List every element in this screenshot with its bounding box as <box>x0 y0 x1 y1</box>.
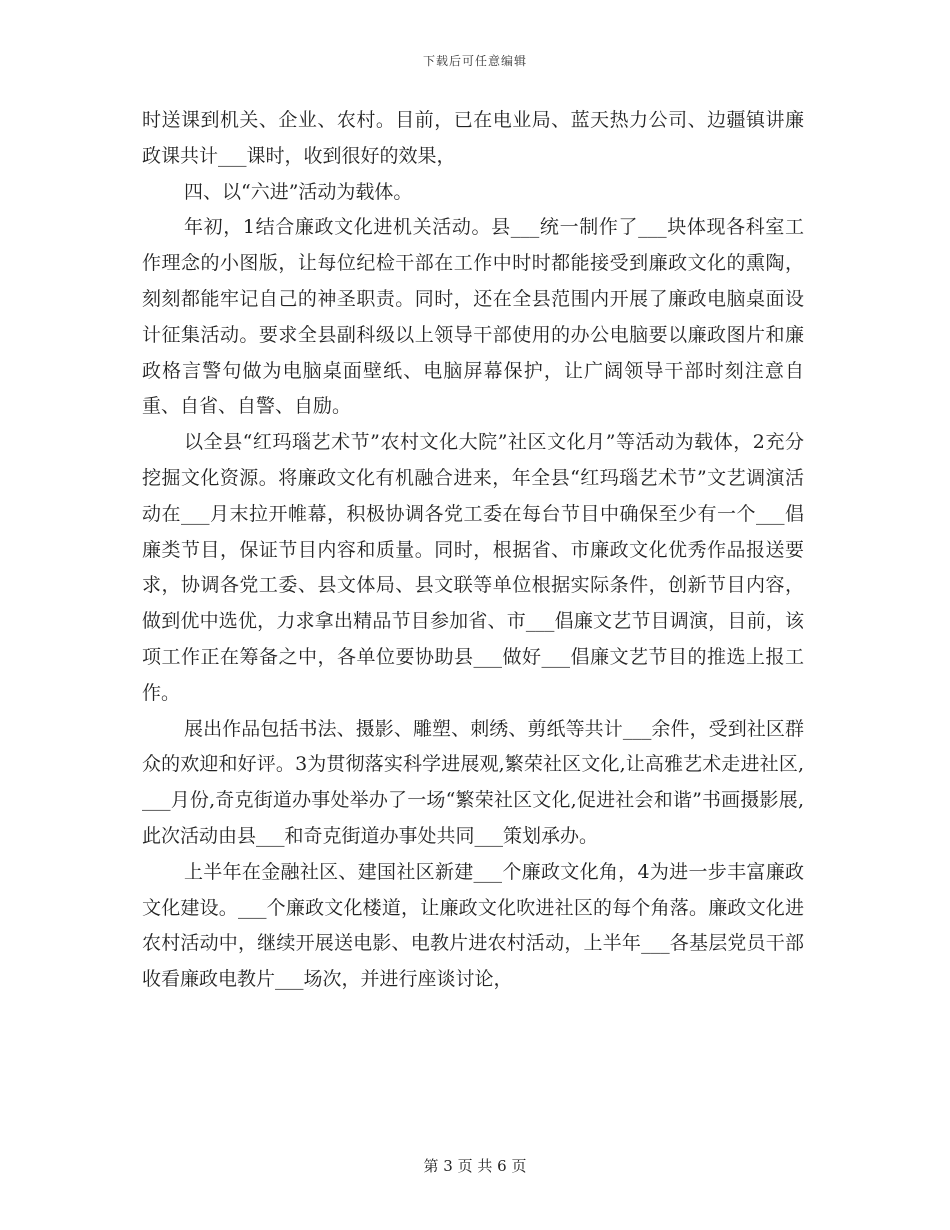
paragraph-5: 展出作品包括书法、摄影、雕塑、刺绣、剪纸等共计___余件，受到社区群众的欢迎和好评。3为贯彻落实科学进展观,繁荣社区文化,让高雅艺术走进社区,___月份,奇克街道办事处举办了一场“繁荣社区文化,促进社会和谐”书画摄影展,此次活动由县___和奇克街道办事处共同___策划承办。 <box>142 717 804 847</box>
paragraph-4: 以全县“红玛瑙艺术节”农村文化大院”社区文化月”等活动为载体，2充分挖掘文化资源。将廉政文化有机融合进来，年全县“红玛瑙艺术节”文艺调演活动在___月末拉开帷幕，积极协调各党工委在每台节目中确保至少有一个___倡廉类节目，保证节目内容和质量。同时，根据省、市廉政文化优秀作品报送要求，协调各党工委、县文体局、县文联等单位根据实际条件，创新节目内容，做到优中选优，力求拿出精品节目参加省、市___倡廉文艺节目调演，目前，该项工作正在筹备之中，各单位要协助县___做好___倡廉文艺节目的推选上报工作。 <box>142 431 804 704</box>
document-body <box>142 103 804 998</box>
page-header: 下载后可任意编辑 <box>422 54 527 68</box>
page-footer: 第 3 页 共 6 页 <box>423 1157 527 1175</box>
paragraph-3: 年初，1结合廉政文化进机关活动。县___统一制作了___块体现各科室工作理念的小图版，让每位纪检干部在工作中时时都能接受到廉政文化的熏陶，刻刻都能牢记自己的神圣职责。同时，还在全县范围内开展了廉政电脑桌面设计征集活动。要求全县副科级以上领导干部使用的办公电脑要以廉政图片和廉政格言警句做为电脑桌面壁纸、电脑屏幕保护，让广阔领导干部时刻注意自重、自省、自警、自励。 <box>142 216 804 418</box>
paragraph-1: 时送课到机关、企业、农村。目前，已在电业局、蓝天热力公司、边疆镇讲廉政课共计___课时，收到很好的效果， <box>142 109 804 167</box>
paragraph-2: 四、以“六进”活动为载体。 <box>184 180 413 203</box>
paragraph-6: 上半年在金融社区、建国社区新建___个廉政文化角，4为进一步丰富廉政文化建设。___个廉政文化楼道，让廉政文化吹进社区的每个角落。廉政文化进农村活动中，继续开展送电影、电教片进农村活动，上半年___各基层党员干部收看廉政电教片___场次，并进行座谈讨论， <box>142 860 804 991</box>
